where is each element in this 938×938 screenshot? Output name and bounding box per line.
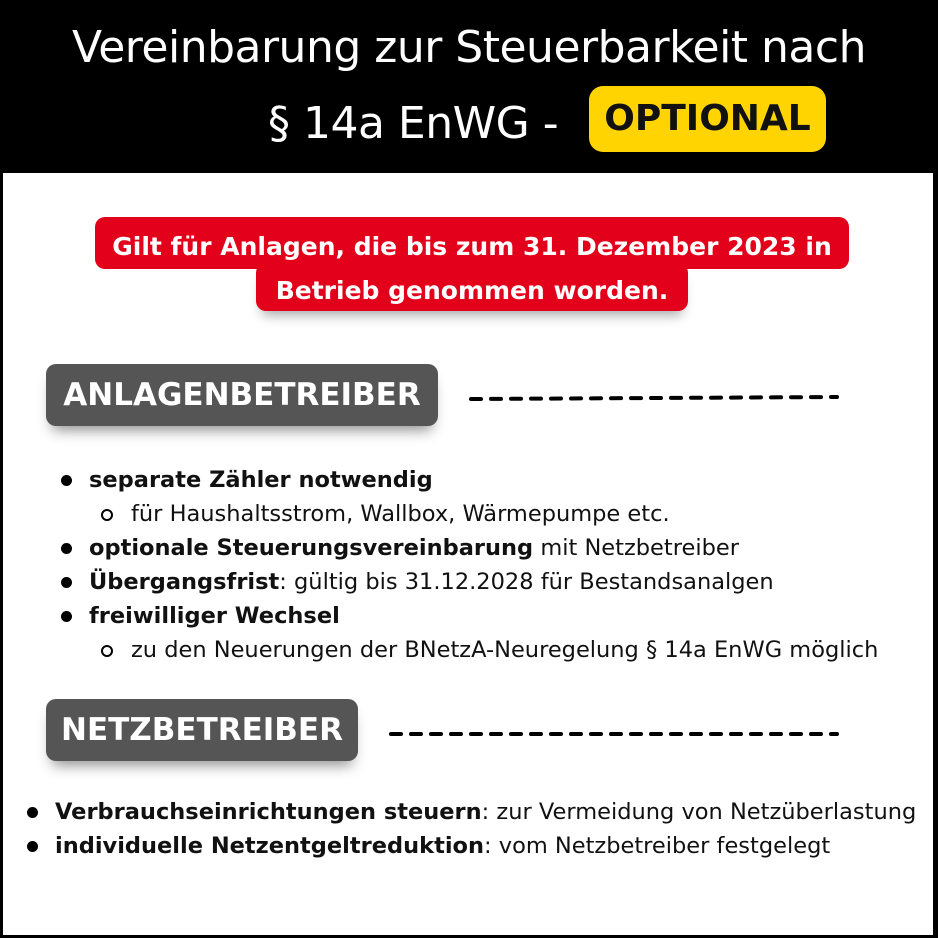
section-heading-netzbetreiber: NETZBETREIBER bbox=[46, 699, 358, 761]
dashed-line-decoration bbox=[469, 391, 849, 405]
list-item: Verbrauchseinrichtungen steuern: zur Vermeidung von Netzüberlastung bbox=[27, 795, 916, 829]
section-heading-anlagenbetreiber: ANLAGENBETREIBER bbox=[46, 364, 438, 426]
list-item: Übergangsfrist: gültig bis 31.12.2028 für Bestandsanalgen bbox=[61, 565, 878, 599]
page-title-line1: Vereinbarung zur Steuerbarkeit nach bbox=[72, 22, 866, 73]
list-item: individuelle Netzentgeltreduktion: vom Netzbetreiber festgelegt bbox=[27, 829, 916, 863]
sub-list-item: für Haushaltsstrom, Wallbox, Wärmepumpe etc. bbox=[61, 497, 878, 531]
list-item: optionale Steuerungsvereinbarung mit Netzbetreiber bbox=[61, 531, 878, 565]
content-panel bbox=[2, 172, 934, 936]
header bbox=[0, 0, 938, 172]
optional-badge: OPTIONAL bbox=[589, 86, 826, 152]
list-item: freiwilliger Wechsel bbox=[61, 599, 878, 633]
list-item: separate Zähler notwendig bbox=[61, 463, 878, 497]
page-title-line2: § 14a EnWG - bbox=[268, 98, 559, 149]
notice-text: Gilt für Anlagen, die bis zum 31. Dezember 2023 in Betrieb genommen worden. bbox=[112, 232, 832, 305]
sub-list-item: zu den Neuerungen der BNetzA-Neuregelung § 14a EnWG möglich bbox=[61, 633, 878, 667]
netzbetreiber-list bbox=[27, 795, 916, 863]
dashed-line-decoration bbox=[389, 727, 849, 741]
anlagenbetreiber-list bbox=[61, 463, 878, 667]
